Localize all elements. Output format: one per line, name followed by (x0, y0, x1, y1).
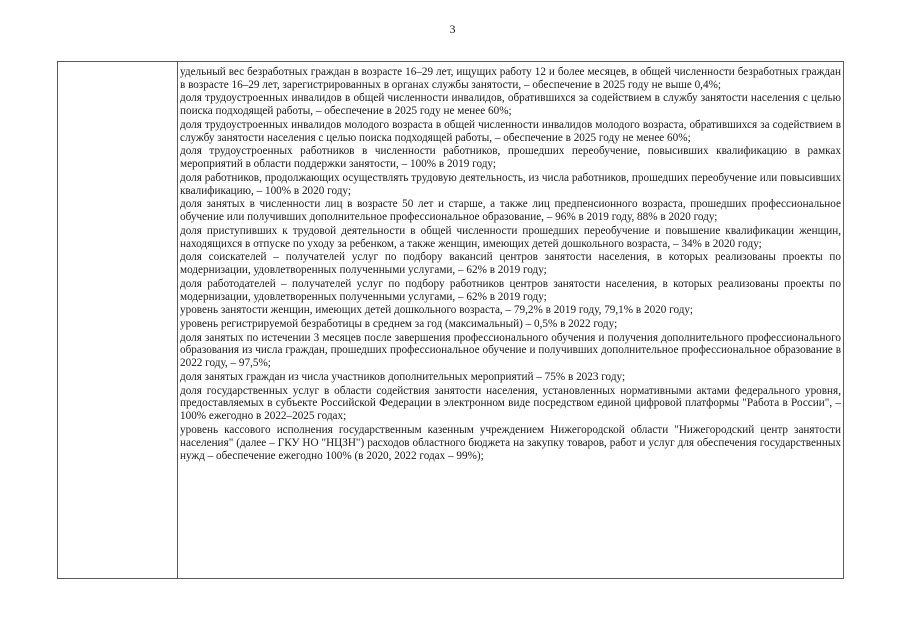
indicator-paragraph: уровень занятости женщин, имеющих детей дошкольного возраста, – 79,2% в 2019 году, 79,1% в 2020 году; (180, 304, 693, 317)
indicator-paragraph: уровень кассового исполнения государственным казенным учреждением Нижегородской области "Нижегородский центр занятости населения" (далее – ГКУ НО "НЦЗН") расходов областного бюджета на закупку товаров, работ и услуг для обеспечения государственных нужд – обеспечение ежегодно 100% (в 2020, 2022 годах – 99%); (180, 423, 841, 462)
indicator-paragraph: доля государственных услуг в области содействия занятости населения, установленных нормативными актами федерального уровня, предоставляемых в субъекте Российской Федерации в электронном виде посредством единой цифровой платформы "Работа в России", – 100% ежегодно в 2022–2025 годах; (180, 384, 841, 423)
right-cell-content (180, 66, 841, 462)
indicator-paragraph: доля соискателей – получателей услуг по подбору вакансий центров занятости населения, в которых реализованы проекты по модернизации, удовлетворенных полученными услугами, – 62% в 2019 году; (180, 251, 841, 277)
indicator-paragraph: доля занятых по истечении 3 месяцев после завершения профессионального обучения и получения дополнительного профессионального образования из числа граждан, прошедших профессиональное обучение и получивших дополнительное профессиональное образование в 2022 году, – 97,5%; (180, 331, 841, 370)
page-number: 3 (449, 22, 456, 36)
document-table (57, 61, 844, 579)
column-divider (177, 62, 178, 578)
indicator-paragraph: доля трудоустроенных работников в численности работников, прошедших переобучение, повысивших квалификацию в рамках мероприятий в области поддержки занятости, – 100% в 2019 году; (180, 145, 841, 171)
indicator-paragraph: доля работодателей – получателей услуг по подбору работников центров занятости населения, в которых реализованы проекты по модернизации, удовлетворенных полученными услугами, – 62% в 2019 году; (180, 277, 841, 303)
indicator-paragraph: доля приступивших к трудовой деятельности в общей численности прошедших переобучение и повышение квалификации женщин, находящихся в отпуске по уходу за ребенком, а также женщин, имеющих детей дошкольного возраста, – 34% в 2020 году; (180, 224, 841, 250)
indicator-paragraph: доля трудоустроенных инвалидов в общей численности инвалидов, обратившихся за содействием в службу занятости населения с целью поиска подходящей работы, – обеспечение в 2025 году не менее 60%; (180, 92, 841, 118)
indicator-paragraph: удельный вес безработных граждан в возрасте 16–29 лет, ищущих работу 12 и более месяцев, в общей численности безработных граждан в возрасте 16–29 лет, зарегистрированных в органах службы занятости, – обеспечение в 2025 году не выше 0,4%; (180, 66, 841, 91)
indicator-paragraph: доля занятых граждан из числа участников дополнительных мероприятий – 75% в 2023 году; (180, 370, 626, 383)
indicator-paragraph: доля работников, продолжающих осуществлять трудовую деятельность, из числа работников, прошедших переобучение или повысивших квалификацию, – 100% в 2020 году; (180, 171, 841, 197)
indicator-paragraph: доля трудоустроенных инвалидов молодого возраста в общей численности инвалидов молодого возраста, обратившихся за содействием в службу занятости населения с целью поиска подходящей работы, – обеспечение в 2025 году не менее 60%; (180, 118, 841, 144)
indicator-paragraph: уровень регистрируемой безработицы в среднем за год (максимальный) – 0,5% в 2022 году; (180, 318, 618, 330)
indicator-paragraph: доля занятых в численности лиц в возрасте 50 лет и старше, а также лиц предпенсионного возраста, прошедших профессиональное обучение или получивших дополнительное профессиональное образование, – 96% в 2019 году, 88% в 2020 году; (180, 198, 841, 224)
